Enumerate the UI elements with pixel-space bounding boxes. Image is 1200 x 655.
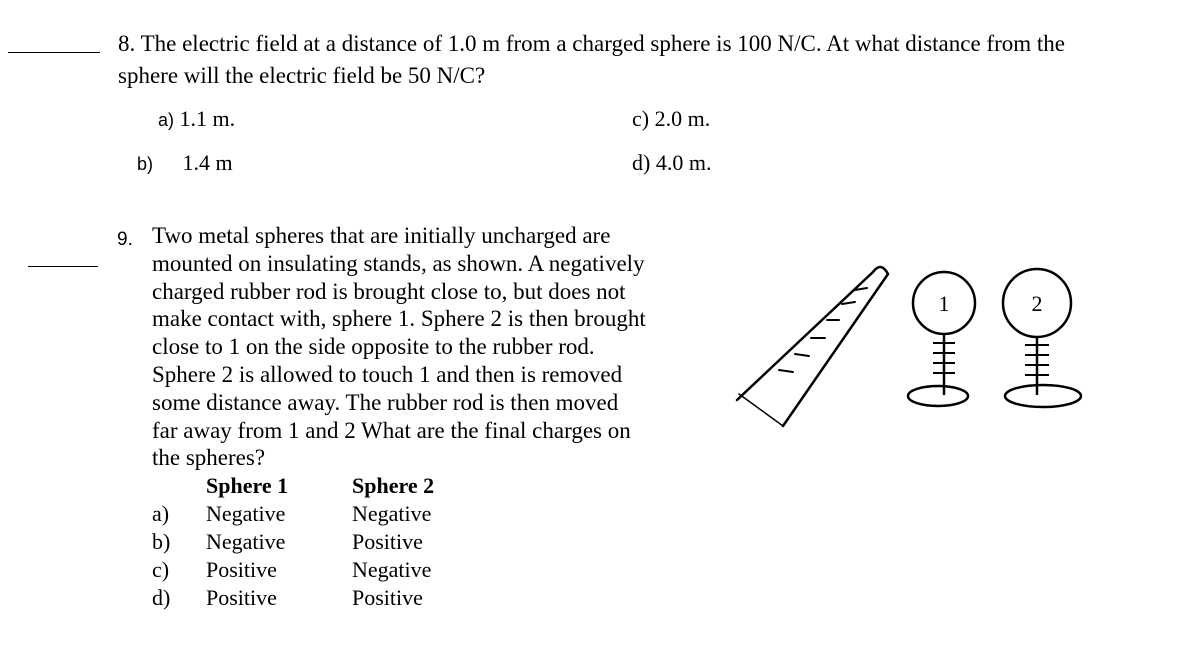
- table-row-b-sphere-2: Positive: [352, 529, 423, 554]
- table-row-d-sphere-2: Positive: [352, 585, 423, 610]
- q8-option-a: [158, 106, 235, 133]
- sphere-1-label: 1: [938, 291, 950, 316]
- table-row-d-sphere-1: Positive: [206, 585, 277, 610]
- rubber-rod-icon: [737, 267, 888, 426]
- sphere-2-label: 2: [1031, 291, 1043, 316]
- q8-option-a-label: a): [158, 110, 175, 130]
- q8-option-b-label: b): [137, 154, 154, 174]
- table-row-b-sphere-1: Negative: [206, 529, 286, 554]
- q8-option-c: c) 2.0 m.: [632, 106, 711, 131]
- sphere-2-base: [1005, 385, 1081, 407]
- q8-question-text: 8. The electric field at a distance of 1.0 m from a charged sphere is 100 N/C. At what distance from the sphere will the electric field be 50 N/C?: [118, 31, 1065, 88]
- q9-question-text: Two metal spheres that are initially uncharged are mounted on insulating stands, as shown. A negatively charged rubber rod is brought close to, but does not make contact with, sphere 1. Sphere 2 is then brought close to 1 on the side opposite to the rubber rod. Sphere 2 is allowed to touch 1 and then is removed some distance away. The rubber rod is then moved far away from 1 and 2 What are the final charges on the spheres?: [152, 223, 646, 471]
- q8-option-a-text: 1.1 m.: [179, 106, 236, 131]
- q8-answer-blank: [8, 52, 100, 53]
- sphere-1-base: [908, 386, 968, 406]
- table-row-c-sphere-1: Positive: [206, 557, 277, 582]
- table-row-c-sphere-2: Negative: [352, 557, 432, 582]
- table-row-b-label: b): [152, 529, 171, 554]
- table-header-sphere-1: Sphere 1: [206, 473, 289, 498]
- table-row-a-label: a): [152, 501, 170, 526]
- q9-number: 9.: [117, 229, 133, 250]
- table-row-c-label: c): [152, 557, 170, 582]
- q8-option-d: d) 4.0 m.: [632, 150, 712, 175]
- table-row-d-label: d): [152, 585, 171, 610]
- sphere-2-stand: [1003, 269, 1081, 407]
- spheres-figure: [725, 258, 1095, 428]
- q9-answer-blank: [28, 266, 98, 267]
- table-header-sphere-2: Sphere 2: [352, 473, 435, 498]
- table-row-a-sphere-2: Negative: [352, 501, 432, 526]
- q8-option-b: [137, 150, 233, 177]
- q8-option-b-text: 1.4 m: [182, 150, 233, 175]
- table-row-a-sphere-1: Negative: [206, 501, 286, 526]
